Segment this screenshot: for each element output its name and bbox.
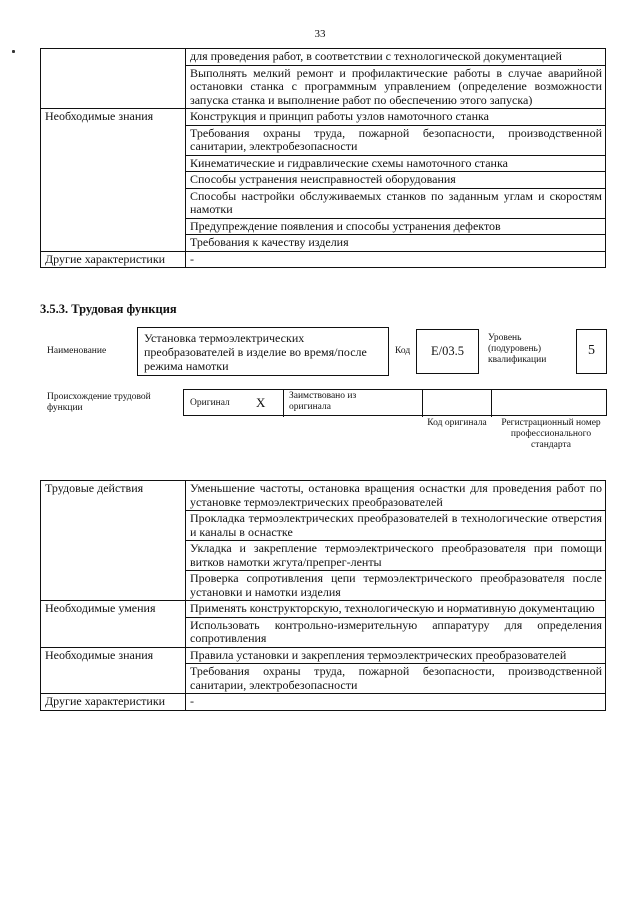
origin-label: Происхождение трудовой функции [47,392,151,413]
table-row [41,647,606,664]
row-item-text: Прокладка термоэлектрических преобразователей в технологические отверстия и каналы в оснастке [186,511,606,541]
row-item-text: Требования охраны труда, пожарной безопасности, производственной санитарии, электробезопасности [186,125,606,155]
code-original-label: Код оригинала [427,418,487,428]
row-group-label: Другие характеристики [41,251,186,268]
row-item-text: Выполнять мелкий ремонт и профилактические работы в случае аварийной остановки станка с программным управлением (определение возможности запуска станка и выполнение работ по обеспечению этого запуска) [186,65,606,109]
row-item-text: для проведения работ, в соответствии с технологической документацией [186,49,606,66]
table1-body [41,49,606,268]
original-mark: X [256,395,266,410]
row-item-text: Использовать контрольно-измерительную аппаратуру для определения сопротивления [186,617,606,647]
row-group-label: Необходимые знания [41,647,186,694]
table-row [41,601,606,618]
origin-row [183,389,607,416]
row-item-text: - [186,251,606,268]
labor-function-table [40,480,606,711]
row-item-text: Уменьшение частоты, остановка вращения оснастки для проведения работ по установке термоэлектрических преобразователей [186,481,606,511]
skills-knowledge-table-continued [40,48,606,268]
row-item-text: Требования охраны труда, пожарной безопасности, производственной санитарии, электробезопасности [186,664,606,694]
table-row [41,694,606,711]
name-value-box [137,327,389,376]
name-label: Наименование [47,346,107,356]
row-item-text: Кинематические и гидравлические схемы намоточного станка [186,155,606,172]
level-value-box [576,329,607,374]
row-item-text: Предупреждение появления и способы устранения дефектов [186,218,606,235]
row-group-label: Необходимые знания [41,109,186,252]
row-group-label: Необходимые умения [41,601,186,648]
origin-divider-1 [283,390,284,417]
table-row [41,481,606,511]
row-item-text: Способы устранения неисправностей оборудования [186,172,606,189]
reg-number-label: Регистрационный номер профессионального стандарта [501,418,601,450]
level-value: 5 [588,343,595,358]
table-row [41,49,606,66]
table2-body [41,481,606,711]
code-value-box [416,329,479,374]
row-group-label [41,49,186,109]
original-label: Оригинал [190,398,230,408]
section-title: 3.5.3. Трудовая функция [40,302,177,316]
row-group-label: Трудовые действия [41,481,186,601]
row-item-text: - [186,694,606,711]
row-item-text: Укладка и закрепление термоэлектрического преобразователя при помощи витков намотки жгута/препрег-ленты [186,541,606,571]
name-value: Установка термоэлектрических преобразователей в изделие во время/после режима намотки [144,331,367,373]
origin-divider-2 [422,390,423,417]
table-row [41,251,606,268]
code-value: E/03.5 [431,344,464,358]
row-item-text: Конструкция и принцип работы узлов намоточного станка [186,109,606,126]
origin-divider-3 [491,390,492,417]
row-item-text: Применять конструкторскую, технологическую и нормативную документацию [186,601,606,618]
code-label: Код [395,346,411,356]
row-item-text: Способы настройки обслуживаемых станков по заданным углам и скоростям намотки [186,188,606,218]
page-number: 33 [314,28,326,40]
row-item-text: Требования к качеству изделия [186,235,606,252]
borrowed-label: Заимствовано из оригинала [289,391,357,412]
row-item-text: Правила установки и закрепления термоэлектрических преобразователей [186,647,606,664]
scan-speck [12,50,15,53]
level-label: Уровень (подуровень) квалификации [488,333,547,365]
row-group-label: Другие характеристики [41,694,186,711]
table-row [41,109,606,126]
row-item-text: Проверка сопротивления цепи термоэлектрического преобразователя после установки и намотки изделия [186,571,606,601]
